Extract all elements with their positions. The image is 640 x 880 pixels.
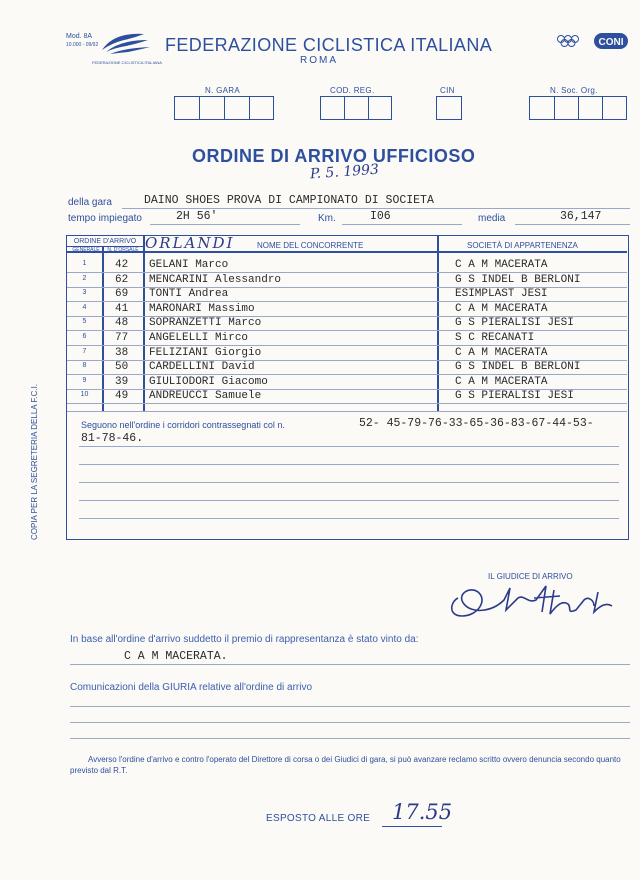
- row-bib-number: 49: [115, 390, 129, 403]
- row-rider-name: CARDELLINI David: [149, 361, 255, 374]
- media-value: 36,147: [560, 210, 602, 223]
- fci-logo: [94, 28, 154, 60]
- n-soc-org-label: N. Soc. Org.: [550, 86, 598, 95]
- premio-value: C A M MACERATA.: [124, 650, 228, 663]
- cin-box: [436, 96, 462, 120]
- esposto-value: 17.55: [392, 800, 453, 824]
- km-label: Km.: [318, 213, 336, 224]
- row-rider-name: MARONARI Massimo: [149, 302, 255, 315]
- row-position: 3: [82, 289, 87, 297]
- row-bib-number: 48: [115, 317, 129, 330]
- row-position: 5: [82, 318, 87, 326]
- n-gara-box: [174, 96, 274, 120]
- della-gara-label: della gara: [68, 197, 112, 208]
- row-team-name: C A M MACERATA: [455, 259, 548, 271]
- row-position: 8: [82, 362, 87, 370]
- form-print-code: 10.000 - 09/92: [66, 42, 99, 48]
- federation-city: ROMA: [300, 55, 338, 66]
- km-value: I06: [370, 210, 391, 223]
- dorsale-header: N. D'ORSALE: [107, 247, 139, 253]
- table-row: [67, 287, 627, 302]
- table-row: [67, 360, 627, 375]
- table-row: [67, 389, 627, 404]
- row-position: 2: [82, 274, 87, 282]
- row-rider-name: TONTI Andrea: [149, 288, 229, 301]
- svg-text:CONI: CONI: [598, 37, 624, 48]
- row-bib-number: 42: [115, 259, 129, 271]
- row-position: 1: [82, 260, 87, 267]
- row-position: 10: [80, 391, 89, 399]
- cod-reg-label: COD. REG.: [330, 86, 375, 95]
- form-model-code: Mod. 8A: [66, 33, 93, 40]
- row-bib-number: 77: [115, 332, 129, 344]
- row-rider-name: FELIZIANI Giorgio: [149, 346, 262, 359]
- della-gara-value: DAINO SHOES PROVA DI CAMPIONATO DI SOCIETA: [144, 194, 434, 207]
- table-row: [67, 346, 627, 361]
- giudice-label: IL GIUDICE DI ARRIVO: [488, 572, 573, 581]
- row-team-name: G S PIERALISI JESI: [455, 390, 574, 403]
- row-team-name: C A M MACERATA: [455, 375, 548, 388]
- societa-header: SOCIETÀ DI APPARTENENZA: [467, 241, 578, 250]
- footnote: Avverso l'ordine d'arrivo e contro l'operato del Direttore di corsa o dei Giudici di gara, si può avanzare reclamo scritto ovvero denuncia secondo quanto previsto dal R.T.: [70, 755, 621, 775]
- arrival-order-table: [66, 235, 629, 540]
- row-bib-number: 39: [115, 375, 129, 388]
- row-team-name: S C RECANATI: [455, 332, 535, 344]
- handwritten-date: P. 5. 1993: [309, 161, 380, 183]
- federation-name: FEDERAZIONE CICLISTICA ITALIANA: [165, 35, 493, 55]
- logo-caption: FEDERAZIONE CICLISTICA ITALIANA: [92, 60, 162, 65]
- seguono-label: Seguono nell'ordine i corridori contrassegnati col n.: [81, 420, 285, 430]
- row-bib-number: 50: [115, 361, 129, 374]
- premio-label: In base all'ordine d'arrivo suddetto il premio di rappresentanza è stato vinto da:: [70, 634, 419, 645]
- side-copy-note: COPIA PER LA SEGRETERIA DELLA F.C.I.: [30, 383, 39, 540]
- table-row: [67, 258, 627, 273]
- table-row: [67, 331, 627, 346]
- tempo-label: tempo impiegato: [68, 213, 142, 224]
- seguono-values-2: 81-78-46.: [81, 432, 144, 445]
- page-title: ORDINE DI ARRIVO UFFICIOSO: [192, 146, 476, 166]
- table-body: [67, 259, 627, 416]
- comunicazioni-label: Comunicazioni della GIURIA relative all'ordine di arrivo: [70, 682, 313, 693]
- row-rider-name: GIULIODORI Giacomo: [149, 375, 268, 388]
- row-bib-number: 69: [115, 288, 129, 301]
- seguono-values-1: 52- 45-79-76-33-65-36-83-67-44-53-: [359, 417, 594, 430]
- row-team-name: C A M MACERATA: [455, 302, 548, 315]
- handwritten-correction: ORLANDI: [145, 234, 235, 252]
- cod-reg-box: [320, 96, 392, 120]
- n-gara-label: N. GARA: [205, 86, 240, 95]
- row-position: 9: [82, 376, 87, 384]
- row-team-name: ESIMPLAST JESI: [455, 288, 548, 301]
- row-position: 4: [82, 303, 87, 311]
- table-row: [67, 302, 627, 317]
- tempo-value: 2H 56': [176, 210, 218, 223]
- olympic-rings-icon: [556, 34, 580, 48]
- row-rider-name: ANGELELLI Mirco: [149, 332, 249, 344]
- coni-logo-icon: [594, 33, 628, 49]
- esposto-label: ESPOSTO ALLE ORE: [266, 813, 371, 824]
- row-team-name: G S INDEL B BERLONI: [455, 361, 581, 374]
- table-row: [67, 316, 627, 331]
- nome-header: NOME DEL CONCORRENTE: [257, 241, 364, 250]
- row-bib-number: 62: [115, 273, 129, 286]
- cin-label: CIN: [440, 86, 455, 95]
- row-position: 6: [82, 333, 87, 340]
- ordine-header: ORDINE D'ARRIVO: [73, 238, 137, 245]
- table-row: [67, 375, 627, 390]
- n-soc-org-box: [529, 96, 627, 120]
- row-team-name: G S INDEL B BERLONI: [455, 273, 581, 286]
- row-team-name: C A M MACERATA: [455, 346, 548, 359]
- row-team-name: G S PIERALISI JESI: [455, 317, 574, 330]
- row-rider-name: MENCARINI Alessandro: [149, 273, 282, 286]
- row-rider-name: GELANI Marco: [149, 259, 229, 271]
- row-position: 7: [82, 347, 87, 355]
- media-label: media: [478, 213, 506, 224]
- generale-header: GENERALE: [72, 247, 100, 253]
- row-bib-number: 38: [115, 346, 129, 359]
- row-bib-number: 41: [115, 302, 129, 315]
- table-row: [67, 273, 627, 288]
- row-rider-name: ANDREUCCI Samuele: [149, 390, 262, 403]
- judge-signature: [444, 570, 630, 622]
- row-rider-name: SOPRANZETTI Marco: [149, 317, 262, 330]
